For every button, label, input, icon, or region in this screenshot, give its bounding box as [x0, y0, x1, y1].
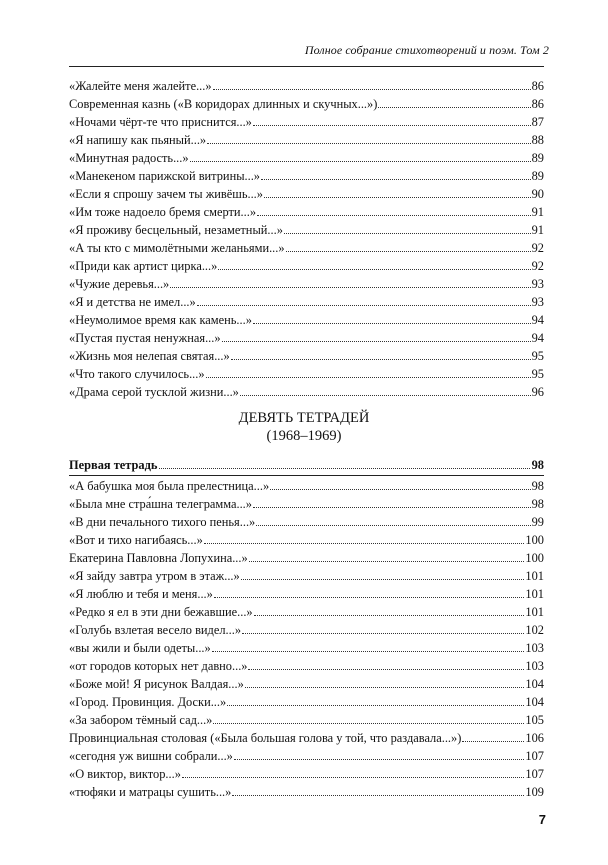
dot-leader	[222, 330, 531, 342]
toc-entry-page: 102	[525, 623, 544, 637]
toc-entry-title: «Жизнь моя нелепая святая...»	[69, 349, 230, 363]
dot-leader	[242, 622, 524, 634]
toc-entry-page: 89	[531, 151, 544, 165]
toc-entry-title: «Что такого случилось...»	[69, 367, 205, 381]
toc-entry[interactable]	[69, 293, 544, 311]
toc-entry-title: Современная казнь («В коридорах длинных и скучных...»)	[69, 97, 378, 111]
toc-entry-title: «Чужие деревья...»	[69, 277, 170, 291]
toc-entry[interactable]	[69, 477, 544, 495]
dot-leader	[159, 455, 529, 469]
toc-entry[interactable]	[69, 675, 544, 693]
toc-entry-title: «Я зайду завтра утром в этаж...»	[69, 569, 240, 583]
toc-entry-title: «Ночами чёрт-те что приснится...»	[69, 115, 252, 129]
dot-leader	[245, 676, 525, 688]
toc-entry-title: «Им тоже надоело бремя смерти...»	[69, 205, 257, 219]
dot-leader	[249, 550, 525, 562]
dot-leader	[254, 604, 525, 616]
dot-leader	[234, 748, 525, 760]
toc-entry-title: «Если я спрошу зачем ты живёшь...»	[69, 187, 263, 201]
dot-leader	[264, 186, 531, 198]
toc-entry[interactable]	[69, 347, 544, 365]
toc-entry-page: 101	[525, 569, 544, 583]
toc-entry[interactable]	[69, 567, 544, 585]
toc-entry-page: 99	[531, 515, 544, 529]
toc-entry-title: «Я проживу бесцельный, незаметный...»	[69, 223, 283, 237]
toc-entry[interactable]	[69, 365, 544, 383]
toc-entry[interactable]	[69, 531, 544, 549]
toc-entry[interactable]	[69, 585, 544, 603]
dot-leader	[462, 730, 524, 742]
toc-entry[interactable]	[69, 639, 544, 657]
dot-leader	[257, 204, 531, 216]
dot-leader	[213, 78, 531, 90]
toc-entry-page: 94	[531, 331, 544, 345]
toc-entry-title: «вы жили и были одеты...»	[69, 641, 211, 655]
dot-leader	[248, 658, 524, 670]
toc-entry-title: «Пустая пустая ненужная...»	[69, 331, 221, 345]
toc-entry-title: «Неумолимое время как камень...»	[69, 313, 252, 327]
toc-entry-title: «Боже мой! Я рисунок Валдая...»	[69, 677, 244, 691]
toc-entry-page: 109	[525, 785, 544, 799]
toc-entry-page: 91	[531, 205, 544, 219]
section-title: ДЕВЯТЬ ТЕТРАДЕЙ	[238, 410, 370, 426]
toc-entry[interactable]	[69, 311, 544, 329]
dot-leader	[241, 568, 525, 580]
dot-leader	[256, 514, 530, 526]
toc-entry-title: «сегодня уж вишни собрали...»	[69, 749, 233, 763]
section-rule	[69, 475, 544, 476]
toc-entry[interactable]	[69, 185, 544, 203]
toc-entry-title: «Я напишу как пьяный...»	[69, 133, 207, 147]
section-heading	[0, 409, 608, 445]
toc-list-part2	[69, 477, 544, 801]
dot-leader	[212, 640, 525, 652]
dot-leader	[206, 366, 531, 378]
toc-entry-page: 103	[525, 641, 544, 655]
toc-entry-page: 92	[531, 259, 544, 273]
toc-entry[interactable]	[69, 729, 544, 747]
toc-entry-page: 98	[531, 479, 544, 493]
toc-entry[interactable]	[69, 203, 544, 221]
toc-entry-title: «Город. Провинция. Доски...»	[69, 695, 227, 709]
dot-leader	[213, 712, 524, 724]
dot-leader	[253, 312, 531, 324]
toc-entry[interactable]	[69, 495, 544, 513]
toc-entry-page: 100	[525, 551, 544, 565]
toc-entry-page: 90	[531, 187, 544, 201]
toc-entry-title: «А ты кто с мимолётными желаньями...»	[69, 241, 285, 255]
toc-entry-title: «тюфяки и матрацы сушить...»	[69, 785, 232, 799]
toc-entry-title: «А бабушка моя была прелестница...»	[69, 479, 270, 493]
dot-leader	[214, 586, 525, 598]
dot-leader	[378, 96, 530, 108]
toc-entry[interactable]	[69, 113, 544, 131]
dot-leader	[227, 694, 524, 706]
toc-entry[interactable]	[69, 95, 544, 113]
dot-leader	[253, 496, 531, 508]
toc-entry-page: 104	[525, 695, 544, 709]
toc-entry-title: «от городов которых нет давно...»	[69, 659, 248, 673]
toc-entry-title: «Редко я ел в эти дни бежавшие...»	[69, 605, 253, 619]
toc-entry-first-notebook[interactable]	[69, 455, 544, 475]
dot-leader	[261, 168, 531, 180]
toc-entry-title: «Жалейте меня жалейте...»	[69, 79, 212, 93]
toc-entry-page: 107	[525, 749, 544, 763]
dot-leader	[231, 348, 531, 360]
toc-entry[interactable]	[69, 131, 544, 149]
toc-entry-page: 107	[525, 767, 544, 781]
dot-leader	[207, 132, 530, 144]
toc-entry[interactable]	[69, 167, 544, 185]
toc-entry-title: «Минутная радость...»	[69, 151, 189, 165]
running-header: Полное собрание стихотворений и поэм. Том 2	[304, 43, 549, 57]
toc-entry-page: 87	[531, 115, 544, 129]
toc-entry-title: Провинциальная столовая («Была большая голова у той, что раздавала...»)	[69, 731, 462, 745]
dot-leader	[253, 114, 531, 126]
toc-entry-title: «Голубь взлетая весело видел...»	[69, 623, 242, 637]
section-years: (1968–1969)	[266, 428, 342, 444]
toc-entry-title: Первая тетрадь	[69, 458, 158, 472]
toc-entry[interactable]	[69, 603, 544, 621]
toc-entry-page: 103	[525, 659, 544, 673]
dot-leader	[240, 384, 531, 396]
toc-entry-title: «Драма серой тусклой жизни...»	[69, 385, 239, 399]
toc-entry-page: 101	[525, 605, 544, 619]
toc-entry[interactable]	[69, 657, 544, 675]
toc-entry-title: «За забором тёмный сад...»	[69, 713, 213, 727]
dot-leader	[284, 222, 531, 234]
toc-entry-page: 94	[531, 313, 544, 327]
toc-entry-page: 106	[525, 731, 544, 745]
toc-entry-page: 93	[531, 277, 544, 291]
toc-entry-page: 98	[531, 497, 544, 511]
toc-entry[interactable]	[69, 383, 544, 401]
dot-leader	[218, 258, 530, 270]
toc-entry-page: 104	[525, 677, 544, 691]
toc-entry-page: 88	[531, 133, 544, 147]
dot-leader	[170, 276, 530, 288]
dot-leader	[182, 766, 525, 778]
toc-entry[interactable]	[69, 513, 544, 531]
toc-list-part1	[69, 77, 544, 401]
toc-entry[interactable]	[69, 221, 544, 239]
dot-leader	[232, 784, 524, 796]
toc-entry-page: 86	[531, 97, 544, 111]
toc-entry[interactable]	[69, 149, 544, 167]
toc-entry[interactable]	[69, 257, 544, 275]
header-rule	[69, 66, 544, 67]
toc-entry[interactable]	[69, 77, 544, 95]
toc-entry-title: Екатерина Павловна Лопухина...»	[69, 551, 248, 565]
toc-entry-page: 89	[531, 169, 544, 183]
toc-entry[interactable]	[69, 765, 544, 783]
toc-entry[interactable]	[69, 747, 544, 765]
toc-entry[interactable]	[69, 621, 544, 639]
toc-entry-title: «В дни печального тихого пенья...»	[69, 515, 256, 529]
toc-entry[interactable]	[69, 275, 544, 293]
toc-entry-page: 91	[531, 223, 544, 237]
toc-entry-title: «Я и детства не имел...»	[69, 295, 196, 309]
toc-entry[interactable]	[69, 239, 544, 257]
dot-leader	[197, 294, 531, 306]
toc-entry-title: «Манекеном парижской витрины...»	[69, 169, 261, 183]
toc-entry-page: 98	[531, 458, 544, 472]
dot-leader	[190, 150, 531, 162]
toc-entry[interactable]	[69, 549, 544, 567]
toc-entry[interactable]	[69, 693, 544, 711]
toc-entry-page: 92	[531, 241, 544, 255]
toc-entry-page: 96	[531, 385, 544, 399]
toc-entry-page: 93	[531, 295, 544, 309]
toc-entry-title: «Приди как артист цирка...»	[69, 259, 218, 273]
toc-entry-page: 105	[525, 713, 544, 727]
toc-entry-title: «О виктор, виктор...»	[69, 767, 181, 781]
dot-leader	[204, 532, 525, 544]
toc-entry[interactable]	[69, 711, 544, 729]
toc-entry-page: 86	[531, 79, 544, 93]
toc-entry-page: 95	[531, 367, 544, 381]
dot-leader	[270, 478, 530, 490]
toc-entry-title: «Я люблю и тебя и меня...»	[69, 587, 213, 601]
dot-leader	[286, 240, 531, 252]
page-number: 7	[538, 812, 546, 827]
toc-entry-page: 95	[531, 349, 544, 363]
toc-entry-title: «Вот и тихо нагибаясь...»	[69, 533, 203, 547]
toc-entry-page: 101	[525, 587, 544, 601]
toc-entry-page: 100	[525, 533, 544, 547]
toc-entry[interactable]	[69, 783, 544, 801]
toc-entry[interactable]	[69, 329, 544, 347]
toc-entry-title: «Была мне стра́шна телеграмма...»	[69, 497, 252, 511]
